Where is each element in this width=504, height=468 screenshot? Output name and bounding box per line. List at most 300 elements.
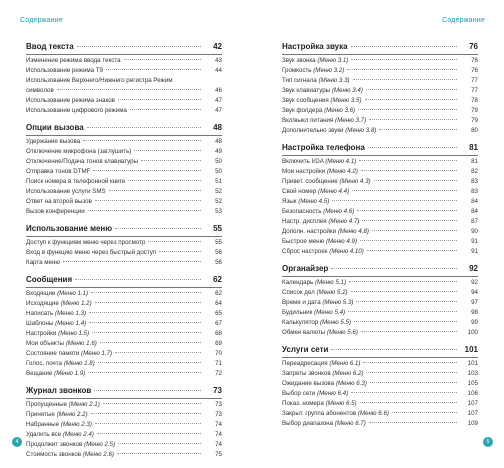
leader-dots	[331, 349, 457, 350]
leader-dots	[353, 79, 457, 80]
page-number-left: 4	[12, 437, 22, 447]
toc-entry	[282, 168, 478, 178]
entry-text: Звук сообщения	[282, 97, 329, 104]
entry-page: 52	[215, 188, 222, 195]
leader-dots	[360, 240, 457, 241]
entry-label	[26, 370, 85, 377]
entry-label	[282, 400, 357, 407]
entry-text: Использование услуги SMS	[26, 188, 106, 195]
leader-dots	[366, 372, 457, 373]
entry-text: Поиск номера в телефонной книге	[26, 178, 126, 185]
entry-page: 50	[215, 158, 222, 165]
toc-entry	[26, 188, 222, 198]
section-title: Журнал звонков	[26, 386, 92, 395]
entry-page: 97	[471, 299, 478, 306]
entry-page: 98	[471, 309, 478, 316]
entry-label	[282, 77, 350, 84]
entry-page: 84	[471, 208, 478, 215]
leader-dots	[356, 301, 457, 302]
section-page: 76	[469, 42, 478, 51]
toc-entry	[26, 300, 222, 310]
entry-page: 47	[215, 97, 222, 104]
toc-section	[26, 42, 222, 117]
entry-menu-ref: (Меню 3.6)	[324, 107, 356, 114]
entry-label	[26, 158, 138, 165]
leader-dots	[57, 89, 201, 90]
entry-page: 69	[215, 340, 222, 347]
entry-label	[282, 289, 348, 296]
entry-label	[26, 57, 121, 64]
toc-entry	[282, 299, 478, 309]
leader-dots	[358, 109, 457, 110]
entry-menu-ref: (Меню 5.1)	[314, 279, 347, 286]
entry-label	[282, 319, 351, 326]
entry-page: 74	[215, 431, 222, 438]
toc-entry	[282, 400, 478, 410]
entry-label	[26, 320, 86, 327]
entry-label	[282, 127, 376, 134]
entry-page: 71	[215, 360, 222, 367]
leader-dots	[98, 362, 201, 363]
entry-text: Принятые	[26, 411, 55, 418]
entry-menu-ref: (Меню 1.9)	[54, 370, 86, 377]
entry-label	[282, 67, 344, 74]
entry-label	[26, 310, 86, 317]
leader-dots	[124, 59, 201, 60]
entry-text: Безопасность	[282, 208, 322, 215]
entry-label	[26, 259, 60, 266]
entry-text: Выбор сети	[282, 390, 316, 397]
entry-page: 82	[471, 168, 478, 175]
leader-dots	[361, 331, 457, 332]
entry-text: Выбор диапазона	[282, 420, 334, 427]
leader-dots	[97, 433, 201, 434]
toc-section	[282, 345, 478, 430]
section-page: 62	[213, 275, 222, 284]
entry-text: Календарь	[282, 279, 314, 286]
toc-section	[26, 386, 222, 461]
entry-page: 109	[467, 420, 478, 427]
entry-text: Отключение/Подача тонов клавиатуры	[26, 158, 139, 165]
leader-dots	[128, 180, 201, 181]
entry-page: 73	[215, 401, 222, 408]
toc-entry	[282, 420, 478, 430]
toc-entry	[26, 350, 222, 360]
entry-text: Привет. сообщение	[282, 178, 338, 185]
entry-menu-ref: (Меню 6.5)	[325, 400, 357, 407]
toc-entry	[26, 421, 222, 431]
entry-text: Вещание	[26, 370, 53, 377]
entry-page: 51	[215, 178, 222, 185]
toc-section	[282, 264, 478, 339]
leader-dots	[63, 261, 201, 262]
leader-dots	[369, 119, 457, 120]
entry-page: 44	[215, 67, 222, 74]
entry-text: Тип сигнала	[282, 77, 317, 84]
leader-dots	[369, 422, 457, 423]
entry-text: Изменение режима ввода текста	[26, 57, 121, 64]
leader-dots	[392, 412, 457, 413]
entry-menu-ref: (Меню 2.3)	[60, 421, 92, 428]
entry-page: 56	[215, 249, 222, 256]
section-title: Использование меню	[26, 224, 113, 233]
leader-dots	[103, 403, 201, 404]
entry-text: Состояние памяти	[26, 350, 80, 357]
entry-label	[26, 198, 92, 205]
toc-column-right	[282, 42, 478, 436]
section-heading	[282, 264, 478, 277]
entry-label	[282, 238, 357, 245]
leader-dots	[359, 160, 457, 161]
entry-menu-ref: (Меню 1.6)	[65, 340, 97, 347]
entry-label	[282, 208, 354, 215]
entry-label	[26, 67, 103, 74]
leader-dots	[367, 250, 457, 251]
entry-text: Вызов конференции	[26, 208, 85, 215]
entry-label	[26, 421, 92, 428]
section-heading	[26, 123, 222, 136]
toc-entry	[26, 320, 222, 330]
leader-dots	[94, 390, 201, 391]
entry-label	[282, 158, 356, 165]
entry-page: 64	[215, 300, 222, 307]
entry-menu-ref: (Меню 6.2)	[332, 370, 364, 377]
entry-menu-ref: (Меню 3.5)	[330, 97, 362, 104]
entry-text: Дополн. настройки	[282, 228, 337, 235]
entry-page: 65	[215, 310, 222, 317]
toc-entry	[282, 238, 478, 248]
toc-entry	[26, 310, 222, 320]
entry-page: 107	[467, 400, 478, 407]
entry-menu-ref: (Меню 2.5)	[84, 441, 116, 448]
entry-page: 68	[215, 330, 222, 337]
leader-dots	[118, 443, 201, 444]
entry-label	[282, 248, 364, 255]
section-heading	[282, 42, 478, 55]
leader-dots	[87, 127, 201, 128]
leader-dots	[91, 413, 201, 414]
entry-page: 100	[467, 329, 478, 336]
toc-entry	[26, 148, 222, 158]
toc-entry	[26, 87, 222, 97]
entry-label	[26, 451, 114, 458]
entry-label	[282, 360, 360, 367]
leader-dots	[95, 302, 201, 303]
toc-entry	[26, 77, 222, 87]
section-heading	[26, 224, 222, 237]
entry-label	[282, 87, 363, 94]
entry-label	[26, 77, 173, 84]
entry-page: 72	[215, 370, 222, 377]
toc-entry	[26, 249, 222, 259]
entry-page: 94	[471, 289, 478, 296]
toc-entry	[26, 431, 222, 441]
toc-entry	[26, 360, 222, 370]
entry-page: 76	[471, 67, 478, 74]
page-number-right: 5	[483, 437, 493, 447]
entry-label	[26, 360, 95, 367]
leader-dots	[141, 160, 201, 161]
entry-label	[26, 431, 94, 438]
entry-label	[26, 300, 92, 307]
entry-page: 46	[215, 87, 222, 94]
entry-text: Использование цифрового режима	[26, 107, 127, 114]
entry-label	[26, 290, 88, 297]
toc-entry	[282, 289, 478, 299]
section-page: 73	[213, 386, 222, 395]
section-title: Опции вызова	[26, 123, 84, 132]
entry-text: Вход в функцию меню через быстрый доступ	[26, 249, 157, 256]
toc-entry	[282, 188, 478, 198]
entry-page: 83	[471, 188, 478, 195]
entry-label	[26, 340, 97, 347]
entry-page: 77	[471, 87, 478, 94]
toc-section	[26, 123, 222, 218]
entry-label	[282, 279, 346, 286]
entry-menu-ref: (Меню 1.4)	[55, 320, 87, 327]
entry-page: 70	[215, 350, 222, 357]
entry-page: 47	[215, 107, 222, 114]
leader-dots	[91, 292, 201, 293]
entry-menu-ref: (Меню 4.5)	[298, 198, 330, 205]
leader-dots	[379, 129, 457, 130]
entry-label	[26, 188, 106, 195]
entry-page: 56	[215, 259, 222, 266]
toc-entry	[282, 198, 478, 208]
entry-page: 92	[471, 279, 478, 286]
section-heading	[282, 143, 478, 156]
entry-text: Пропущенные	[26, 401, 67, 408]
leader-dots	[83, 140, 201, 141]
toc-section	[26, 275, 222, 380]
entry-menu-ref: (Меню 6.3)	[335, 380, 367, 387]
leader-dots	[89, 312, 201, 313]
entry-menu-ref: (Меню 3.7)	[335, 117, 367, 124]
leader-dots	[348, 311, 457, 312]
toc-entry	[26, 239, 222, 249]
leader-dots	[374, 180, 457, 181]
entry-text: Список дел	[282, 289, 315, 296]
entry-menu-ref: (Меню 5.2)	[316, 289, 348, 296]
section-heading	[26, 275, 222, 288]
entry-text: Использование режима T9	[26, 67, 103, 74]
section-title: Услуги сети	[282, 345, 329, 354]
entry-label	[26, 441, 115, 448]
toc-entry	[26, 107, 222, 117]
leader-dots	[357, 210, 457, 211]
leader-dots	[362, 220, 457, 221]
section-page: 81	[469, 143, 478, 152]
toc-section	[282, 42, 478, 137]
entry-label	[282, 117, 366, 124]
entry-label	[26, 401, 100, 408]
entry-text: Удержание вызова	[26, 138, 81, 145]
entry-text: Использование режима знаков	[26, 97, 115, 104]
toc-entry	[282, 410, 478, 420]
entry-label	[26, 87, 54, 94]
entry-text: Звук клавиатуры	[282, 87, 331, 94]
toc-entry	[282, 218, 478, 228]
toc-entry	[26, 330, 222, 340]
entry-text: Стоимость звонков	[26, 451, 82, 458]
entry-menu-ref: (Меню 4.6)	[323, 208, 355, 215]
toc-column-left	[26, 42, 222, 467]
toc-entry	[282, 390, 478, 400]
section-title: Настройка звука	[282, 42, 348, 51]
toc-entry	[282, 380, 478, 390]
entry-label	[26, 178, 125, 185]
leader-dots	[77, 46, 201, 47]
entry-text: Язык	[282, 198, 297, 205]
leader-dots	[134, 150, 201, 151]
entry-text: Показ. номера	[282, 400, 324, 407]
entry-menu-ref: (Меню 3.8)	[345, 127, 377, 134]
entry-label	[282, 329, 358, 336]
entry-text: Мои объекты	[26, 340, 64, 347]
toc-entry	[282, 97, 478, 107]
entry-menu-ref: (Меню 5.3)	[322, 299, 354, 306]
entry-label	[282, 410, 389, 417]
entry-menu-ref: (Меню 3.3)	[318, 77, 350, 84]
entry-page: 50	[215, 168, 222, 175]
entry-page: 48	[215, 138, 222, 145]
entry-label	[26, 168, 90, 175]
entry-page: 90	[471, 228, 478, 235]
entry-text: Ожидание вызова	[282, 380, 335, 387]
entry-page: 79	[471, 117, 478, 124]
section-title: Сообщения	[26, 275, 73, 284]
toc-entry	[282, 87, 478, 97]
leader-dots	[100, 342, 201, 343]
toc-entry	[26, 158, 222, 168]
entry-page: 74	[215, 421, 222, 428]
entry-page: 79	[471, 107, 478, 114]
entry-page: 101	[467, 360, 478, 367]
entry-text: Время и дата	[282, 299, 321, 306]
entry-label	[26, 350, 112, 357]
entry-text: Дополнительно звуки	[282, 127, 344, 134]
entry-menu-ref: (Меню 4.7)	[328, 218, 360, 225]
leader-dots	[93, 170, 201, 171]
toc-entry	[26, 208, 222, 218]
entry-page: 76	[471, 57, 478, 64]
entry-text: Запреты звонков	[282, 370, 331, 377]
entry-text: Шаблоны	[26, 320, 54, 327]
toc-entry	[26, 290, 222, 300]
entry-menu-ref: (Меню 1.5)	[58, 330, 90, 337]
leader-dots	[351, 46, 457, 47]
entry-text: Отключение микрофона (заглушить)	[26, 148, 132, 155]
entry-page: 103	[467, 370, 478, 377]
toc-entry	[26, 138, 222, 148]
entry-text: Использование Верхнего/Нижнего регистра Режим	[26, 77, 173, 84]
entry-menu-ref: (Меню 6.6)	[357, 410, 389, 417]
toc-entry	[26, 168, 222, 178]
section-page: 92	[469, 264, 478, 273]
entry-page: 84	[471, 198, 478, 205]
entry-page: 73	[215, 411, 222, 418]
entry-page: 55	[215, 239, 222, 246]
entry-label	[282, 178, 371, 185]
entry-text: Мои настройки	[282, 168, 326, 175]
leader-dots	[159, 251, 201, 252]
entry-menu-ref: (Меню 1.7)	[81, 350, 113, 357]
section-title: Ввод текста	[26, 42, 74, 51]
entry-text: Голос. почта	[26, 360, 62, 367]
entry-menu-ref: (Меню 4.1)	[325, 158, 357, 165]
leader-dots	[92, 332, 201, 333]
toc-entry	[26, 401, 222, 411]
leader-dots	[95, 423, 201, 424]
entry-text: Громкость	[282, 67, 312, 74]
toc-entry	[26, 259, 222, 269]
leader-dots	[106, 69, 201, 70]
entry-menu-ref: (Меню 1.3)	[54, 310, 87, 317]
section-page: 55	[213, 224, 222, 233]
entry-menu-ref: (Меню 1.1)	[57, 290, 89, 297]
running-header-right: Содержание	[442, 17, 485, 24]
leader-dots	[117, 453, 201, 454]
section-page: 101	[464, 345, 478, 354]
entry-label	[282, 420, 366, 427]
leader-dots	[109, 190, 201, 191]
toc-entry	[282, 319, 478, 329]
entry-page: 83	[471, 178, 478, 185]
leader-dots	[352, 190, 457, 191]
toc-entry	[26, 451, 222, 461]
entry-page: 105	[467, 380, 478, 387]
toc-entry	[282, 370, 478, 380]
leader-dots	[349, 281, 457, 282]
entry-label	[282, 57, 348, 64]
entry-page: 43	[215, 57, 222, 64]
entry-page: 67	[215, 320, 222, 327]
section-title: Настройка телефона	[282, 143, 365, 152]
entry-text: Вкл/выкл питания	[282, 117, 334, 124]
leader-dots	[365, 99, 457, 100]
entry-label	[26, 411, 88, 418]
toc-entry	[26, 411, 222, 421]
entry-menu-ref: (Меню 2.6)	[82, 451, 114, 458]
toc-entry	[26, 97, 222, 107]
toc-entry	[282, 67, 478, 77]
entry-menu-ref: (Меню 1.8)	[63, 360, 95, 367]
toc-entry	[282, 279, 478, 289]
entry-text: Карта меню	[26, 259, 61, 266]
entry-page: 107	[467, 410, 478, 417]
entry-text: Продолжит звонков	[26, 441, 83, 448]
toc-entry	[282, 208, 478, 218]
section-title: Органайзер	[282, 264, 329, 273]
entry-menu-ref: (Меню 3.4)	[331, 87, 363, 94]
entry-text: Калькулятор	[282, 319, 319, 326]
entry-menu-ref: (Меню 5.4)	[314, 309, 346, 316]
entry-text: Набранные	[26, 421, 60, 428]
entry-label	[282, 370, 363, 377]
entry-page: 49	[215, 148, 222, 155]
toc-section	[26, 224, 222, 269]
entry-page: 52	[215, 198, 222, 205]
leader-dots	[351, 291, 457, 292]
entry-menu-ref: (Меню 4.4)	[318, 188, 350, 195]
entry-text: Звук звонка	[282, 57, 316, 64]
entry-text: Настройки	[26, 330, 57, 337]
entry-text: Отправка тонов DTMF	[26, 168, 91, 175]
leader-dots	[360, 402, 457, 403]
leader-dots	[354, 321, 457, 322]
entry-page: 53	[215, 208, 222, 215]
entry-menu-ref: (Меню 4.10)	[329, 248, 364, 255]
